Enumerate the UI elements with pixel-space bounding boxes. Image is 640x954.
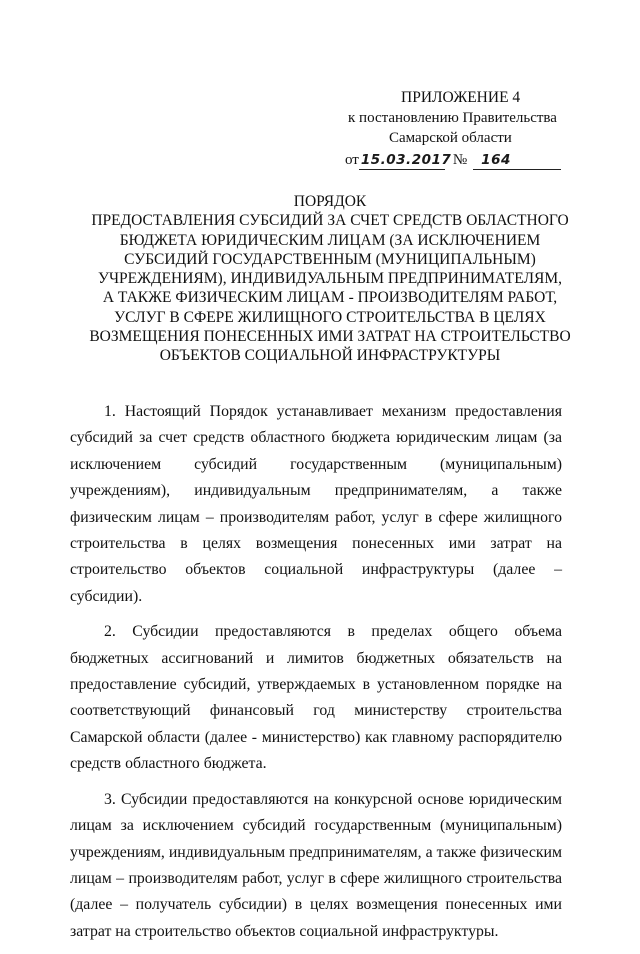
appendix-date-row <box>345 150 615 170</box>
paragraph-3: 3. Субсидии предоставляются на конкурсной основе юридическим лицам за исключением субсидий государственным (муниципальным) учреждениям, индивидуальным предпринимателям, а также физическим лицам – производителям работ, услуг в сфере жилищного строительства (далее – получатель субсидии) в целях возмещения понесенных ими затрат на строительство объектов социальной инфраструктуры. <box>70 790 562 940</box>
appendix-region: Самарской области <box>389 130 512 146</box>
appendix-title: ПРИЛОЖЕНИЕ 4 <box>401 89 521 106</box>
heading-line: ПОРЯДОК <box>293 193 367 210</box>
heading-line: УЧРЕЖДЕНИЯМ), ИНДИВИДУАЛЬНЫМ ПРЕДПРИНИМАТЕЛЯМ, <box>97 270 563 288</box>
appendix-subtitle: к постановлению Правительства <box>348 110 557 126</box>
heading-line: А ТАКЖЕ ФИЗИЧЕСКИМ ЛИЦАМ - ПРОИЗВОДИТЕЛЯМ РАБОТ, <box>102 289 558 307</box>
heading-line: ВОЗМЕЩЕНИЯ ПОНЕСЕННЫХ ИМИ ЗАТРАТ НА СТРОИТЕЛЬСТВО <box>89 328 571 346</box>
handwritten-date: 15.03.2017 <box>360 152 452 168</box>
document-body <box>70 399 562 954</box>
appendix-header <box>345 88 615 170</box>
date-prefix: от <box>345 152 359 168</box>
heading-line: УСЛУГ В СФЕРЕ ЖИЛИЩНОГО СТРОИТЕЛЬСТВА В ЦЕЛЯХ <box>114 308 546 326</box>
heading-line: СУБСИДИЙ ГОСУДАРСТВЕННЫМ (МУНИЦИПАЛЬНЫМ) <box>124 250 536 268</box>
heading-line: БЮДЖЕТА ЮРИДИЧЕСКИМ ЛИЦАМ (ЗА ИСКЛЮЧЕНИЕМ <box>119 231 541 249</box>
number-label: № <box>452 152 468 168</box>
handwritten-number: 164 <box>473 152 561 170</box>
heading-line: ПРЕДОСТАВЛЕНИЯ СУБСИДИЙ ЗА СЧЕТ СРЕДСТВ ОБЛАСТНОГО <box>91 212 569 230</box>
heading-line: ОБЪЕКТОВ СОЦИАЛЬНОЙ ИНФРАСТРУКТУРЫ <box>159 347 501 365</box>
paragraph-2: 2. Субсидии предоставляются в пределах общего объема бюджетных ассигнований и лимитов бюджетных обязательств на предоставление субсидий, утверждаемых в установленном порядке на соответствующий финансовый год министерству строительства Самарской области (далее - министерство) как главному распорядителю средств областного бюджета. <box>70 623 562 773</box>
document-heading <box>40 192 620 366</box>
paragraph-1: 1. Настоящий Порядок устанавливает механизм предоставления субсидий за счет средств областного бюджета юридическим лицам (за исключением субсидий государственным (муниципальным) учреждениям), индивидуальным предпринимателям, а также физическим лицам – производителям работ, услуг в сфере жилищного строительства в целях возмещения понесенных ими затрат на строительство объектов социальной инфраструктуры (далее – субсидии). <box>70 403 562 605</box>
